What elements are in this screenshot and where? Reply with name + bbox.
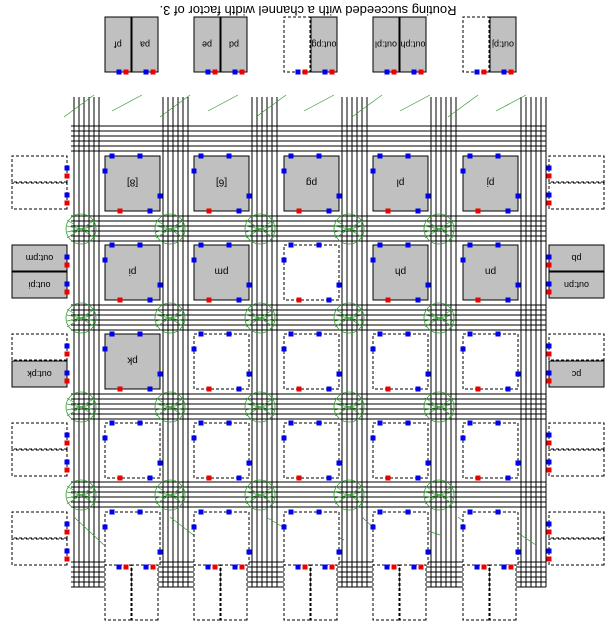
input-pin — [110, 510, 115, 515]
input-pin — [65, 371, 70, 376]
input-pin — [378, 154, 383, 159]
output-pin — [65, 468, 70, 473]
input-pin — [158, 461, 163, 466]
io-pad-label: out:pm — [25, 253, 54, 263]
input-pin — [138, 154, 143, 159]
input-pin — [547, 549, 552, 554]
output-pin — [482, 70, 487, 75]
logic-block-empty — [284, 423, 339, 478]
output-pin — [547, 530, 552, 535]
input-pin — [192, 436, 197, 441]
output-pin — [547, 201, 552, 206]
input-pin — [371, 258, 376, 263]
input-pin — [461, 525, 466, 530]
io-pad-right — [12, 334, 67, 360]
logic-block-label: [6] — [215, 176, 228, 188]
output-pin — [509, 565, 514, 570]
output-pin — [207, 298, 212, 303]
output-pin — [547, 290, 552, 295]
input-pin — [496, 421, 501, 426]
input-pin — [468, 154, 473, 159]
output-pin — [509, 70, 514, 75]
output-pin — [65, 263, 70, 268]
output-pin — [207, 209, 212, 214]
io-pad-label: out:pi — [28, 280, 51, 290]
input-pin — [103, 169, 108, 174]
io-pad-right — [12, 423, 67, 449]
output-pin — [151, 565, 156, 570]
input-pin — [199, 243, 204, 248]
input-pin — [502, 565, 507, 570]
input-pin — [412, 70, 417, 75]
output-pin — [547, 174, 552, 179]
output-pin — [124, 70, 129, 75]
input-pin — [247, 283, 252, 288]
output-pin — [482, 565, 487, 570]
input-pin — [317, 243, 322, 248]
input-pin — [227, 510, 232, 515]
output-pin — [547, 441, 552, 446]
logic-block-empty — [463, 512, 518, 567]
input-pin — [103, 436, 108, 441]
input-pin — [117, 565, 122, 570]
input-pin — [289, 421, 294, 426]
output-pin — [297, 476, 302, 481]
logic-block-empty — [373, 334, 428, 389]
output-pin — [386, 476, 391, 481]
input-pin — [237, 298, 242, 303]
input-pin — [496, 332, 501, 337]
output-pin — [419, 565, 424, 570]
input-pin — [138, 332, 143, 337]
input-pin — [158, 372, 163, 377]
input-pin — [192, 258, 197, 263]
logic-block-empty — [284, 245, 339, 300]
input-pin — [233, 70, 238, 75]
input-pin — [475, 565, 480, 570]
input-pin — [158, 194, 163, 199]
input-pin — [337, 372, 342, 377]
input-pin — [385, 565, 390, 570]
input-pin — [65, 166, 70, 171]
input-pin — [65, 433, 70, 438]
output-pin — [392, 70, 397, 75]
input-pin — [547, 433, 552, 438]
input-pin — [475, 70, 480, 75]
output-pin — [476, 476, 481, 481]
output-pin — [547, 468, 552, 473]
input-pin — [247, 550, 252, 555]
input-pin — [547, 282, 552, 287]
output-pin — [386, 387, 391, 392]
io-pad-label: out:pn — [563, 280, 590, 290]
io-pad-label: out:pk — [27, 369, 52, 379]
output-pin — [547, 379, 552, 384]
input-pin — [148, 298, 153, 303]
input-pin — [516, 461, 521, 466]
input-pin — [327, 387, 332, 392]
io-pad-right — [12, 539, 67, 565]
logic-block-empty — [373, 423, 428, 478]
io-pad-label: out:pg — [311, 39, 337, 50]
io-pad-label: pe — [201, 39, 213, 50]
output-pin — [118, 209, 123, 214]
logic-block-label: pn — [484, 265, 497, 277]
input-pin — [506, 209, 511, 214]
input-pin — [337, 461, 342, 466]
output-pin — [65, 557, 70, 562]
input-pin — [378, 243, 383, 248]
input-pin — [158, 550, 163, 555]
input-pin — [110, 154, 115, 159]
output-pin — [330, 565, 335, 570]
output-pin — [476, 298, 481, 303]
logic-block-label: pl — [396, 176, 405, 188]
output-pin — [419, 70, 424, 75]
io-pad-top — [463, 565, 489, 620]
io-pad-left — [549, 512, 604, 538]
io-pad-left — [549, 423, 604, 449]
output-pin — [213, 70, 218, 75]
input-pin — [192, 169, 197, 174]
io-pad-top — [490, 565, 516, 620]
output-pin — [213, 565, 218, 570]
input-pin — [547, 460, 552, 465]
input-pin — [317, 332, 322, 337]
io-pad-label: out:pl — [374, 39, 398, 50]
input-pin — [282, 525, 287, 530]
input-pin — [296, 565, 301, 570]
output-pin — [118, 298, 123, 303]
input-pin — [148, 476, 153, 481]
output-pin — [297, 387, 302, 392]
input-pin — [406, 510, 411, 515]
input-pin — [516, 372, 521, 377]
input-pin — [148, 209, 153, 214]
routing-status-title: Routing succeeded with a channel width factor of 3. — [159, 3, 457, 18]
input-pin — [282, 169, 287, 174]
input-pin — [227, 243, 232, 248]
input-pin — [247, 372, 252, 377]
input-pin — [337, 550, 342, 555]
input-pin — [110, 332, 115, 337]
io-pad-label: out:ph — [400, 39, 426, 50]
input-pin — [199, 332, 204, 337]
io-pad-top — [400, 565, 426, 620]
logic-block-empty — [194, 334, 249, 389]
input-pin — [506, 298, 511, 303]
input-pin — [337, 283, 342, 288]
input-pin — [468, 510, 473, 515]
input-pin — [371, 436, 376, 441]
input-pin — [158, 283, 163, 288]
io-pad-label: pa — [139, 39, 151, 50]
input-pin — [138, 421, 143, 426]
logic-block-label: pj — [486, 176, 495, 188]
input-pin — [426, 461, 431, 466]
logic-block-label: pm — [214, 265, 229, 277]
input-pin — [412, 565, 417, 570]
logic-block-empty — [463, 423, 518, 478]
input-pin — [461, 169, 466, 174]
input-pin — [516, 550, 521, 555]
input-pin — [506, 387, 511, 392]
logic-block-empty — [463, 334, 518, 389]
input-pin — [416, 209, 421, 214]
io-pad-top — [132, 565, 158, 620]
input-pin — [117, 70, 122, 75]
input-pin — [547, 255, 552, 260]
io-pad-right — [12, 183, 67, 209]
input-pin — [192, 347, 197, 352]
input-pin — [416, 476, 421, 481]
input-pin — [233, 565, 238, 570]
input-pin — [516, 194, 521, 199]
input-pin — [468, 243, 473, 248]
input-pin — [65, 549, 70, 554]
input-pin — [426, 372, 431, 377]
input-pin — [289, 332, 294, 337]
input-pin — [406, 243, 411, 248]
input-pin — [144, 70, 149, 75]
output-pin — [65, 290, 70, 295]
output-pin — [207, 476, 212, 481]
output-pin — [386, 209, 391, 214]
io-pad-label: pc — [571, 369, 582, 379]
output-pin — [303, 70, 308, 75]
input-pin — [103, 347, 108, 352]
input-pin — [237, 476, 242, 481]
io-pad-left — [549, 539, 604, 565]
input-pin — [371, 347, 376, 352]
input-pin — [138, 243, 143, 248]
input-pin — [406, 332, 411, 337]
io-pad-top — [311, 565, 337, 620]
input-pin — [416, 387, 421, 392]
output-pin — [547, 557, 552, 562]
input-pin — [282, 258, 287, 263]
input-pin — [227, 154, 232, 159]
output-pin — [65, 201, 70, 206]
input-pin — [547, 166, 552, 171]
input-pin — [378, 421, 383, 426]
io-pad-label: pb — [571, 253, 582, 263]
input-pin — [327, 209, 332, 214]
logic-block-empty — [194, 512, 249, 567]
input-pin — [516, 283, 521, 288]
input-pin — [227, 421, 232, 426]
input-pin — [227, 332, 232, 337]
logic-block-empty — [105, 423, 160, 478]
output-pin — [65, 352, 70, 357]
output-pin — [207, 387, 212, 392]
input-pin — [65, 522, 70, 527]
io-pad-label: out:pj — [491, 39, 515, 50]
logic-block-label: pg — [305, 176, 318, 188]
logic-block-empty — [373, 512, 428, 567]
io-pad-left — [549, 183, 604, 209]
input-pin — [296, 70, 301, 75]
io-pad-right — [12, 512, 67, 538]
output-pin — [386, 298, 391, 303]
input-pin — [371, 169, 376, 174]
output-pin — [392, 565, 397, 570]
output-pin — [297, 298, 302, 303]
output-pin — [65, 174, 70, 179]
io-pad-left — [549, 334, 604, 360]
io-pad-left — [549, 156, 604, 182]
io-pad-left — [549, 450, 604, 476]
input-pin — [323, 565, 328, 570]
input-pin — [247, 461, 252, 466]
input-pin — [289, 510, 294, 515]
input-pin — [416, 298, 421, 303]
input-pin — [282, 347, 287, 352]
io-pad-right — [12, 156, 67, 182]
input-pin — [547, 193, 552, 198]
output-pin — [330, 70, 335, 75]
logic-block-empty — [284, 512, 339, 567]
input-pin — [426, 550, 431, 555]
io-pad-top — [284, 565, 310, 620]
input-pin — [103, 525, 108, 530]
input-pin — [282, 436, 287, 441]
output-pin — [240, 70, 245, 75]
input-pin — [406, 421, 411, 426]
input-pin — [65, 282, 70, 287]
logic-block-label: [8] — [126, 176, 139, 188]
input-pin — [385, 70, 390, 75]
input-pin — [327, 476, 332, 481]
logic-block-empty — [194, 423, 249, 478]
output-pin — [547, 263, 552, 268]
input-pin — [406, 154, 411, 159]
input-pin — [144, 565, 149, 570]
io-pad-right — [12, 450, 67, 476]
input-pin — [337, 194, 342, 199]
input-pin — [461, 258, 466, 263]
input-pin — [461, 436, 466, 441]
input-pin — [110, 243, 115, 248]
output-pin — [303, 565, 308, 570]
input-pin — [547, 522, 552, 527]
output-pin — [297, 209, 302, 214]
input-pin — [327, 298, 332, 303]
logic-block-empty — [105, 512, 160, 567]
input-pin — [237, 209, 242, 214]
input-pin — [317, 421, 322, 426]
input-pin — [468, 421, 473, 426]
input-pin — [65, 344, 70, 349]
input-pin — [547, 344, 552, 349]
input-pin — [426, 194, 431, 199]
input-pin — [199, 154, 204, 159]
input-pin — [496, 510, 501, 515]
output-pin — [65, 379, 70, 384]
io-pad-bottom — [284, 17, 310, 72]
input-pin — [378, 332, 383, 337]
input-pin — [468, 332, 473, 337]
input-pin — [206, 565, 211, 570]
input-pin — [426, 283, 431, 288]
input-pin — [506, 476, 511, 481]
input-pin — [199, 510, 204, 515]
output-pin — [65, 441, 70, 446]
io-pad-top — [194, 565, 220, 620]
output-pin — [65, 530, 70, 535]
input-pin — [206, 70, 211, 75]
io-pad-top — [105, 565, 131, 620]
io-pad-top — [373, 565, 399, 620]
io-pad-label: pd — [228, 39, 240, 50]
output-pin — [547, 352, 552, 357]
input-pin — [237, 387, 242, 392]
logic-block-label: pi — [128, 265, 137, 277]
logic-block-empty — [284, 334, 339, 389]
io-pad-bottom — [463, 17, 489, 72]
input-pin — [65, 193, 70, 198]
input-pin — [110, 421, 115, 426]
output-pin — [476, 209, 481, 214]
input-pin — [317, 510, 322, 515]
logic-block-label: ph — [394, 265, 407, 277]
input-pin — [148, 387, 153, 392]
io-pad-label: pf — [114, 39, 122, 50]
input-pin — [289, 243, 294, 248]
input-pin — [103, 258, 108, 263]
output-pin — [118, 387, 123, 392]
output-pin — [476, 387, 481, 392]
input-pin — [65, 460, 70, 465]
input-pin — [138, 510, 143, 515]
input-pin — [496, 154, 501, 159]
input-pin — [378, 510, 383, 515]
output-pin — [240, 565, 245, 570]
input-pin — [502, 70, 507, 75]
input-pin — [65, 255, 70, 260]
input-pin — [323, 70, 328, 75]
input-pin — [289, 154, 294, 159]
input-pin — [496, 243, 501, 248]
input-pin — [371, 525, 376, 530]
input-pin — [247, 194, 252, 199]
output-pin — [118, 476, 123, 481]
output-pin — [124, 565, 129, 570]
input-pin — [547, 371, 552, 376]
input-pin — [192, 525, 197, 530]
output-pin — [151, 70, 156, 75]
input-pin — [199, 421, 204, 426]
input-pin — [461, 347, 466, 352]
logic-block-label: pk — [127, 354, 138, 366]
input-pin — [317, 154, 322, 159]
io-pad-top — [221, 565, 247, 620]
